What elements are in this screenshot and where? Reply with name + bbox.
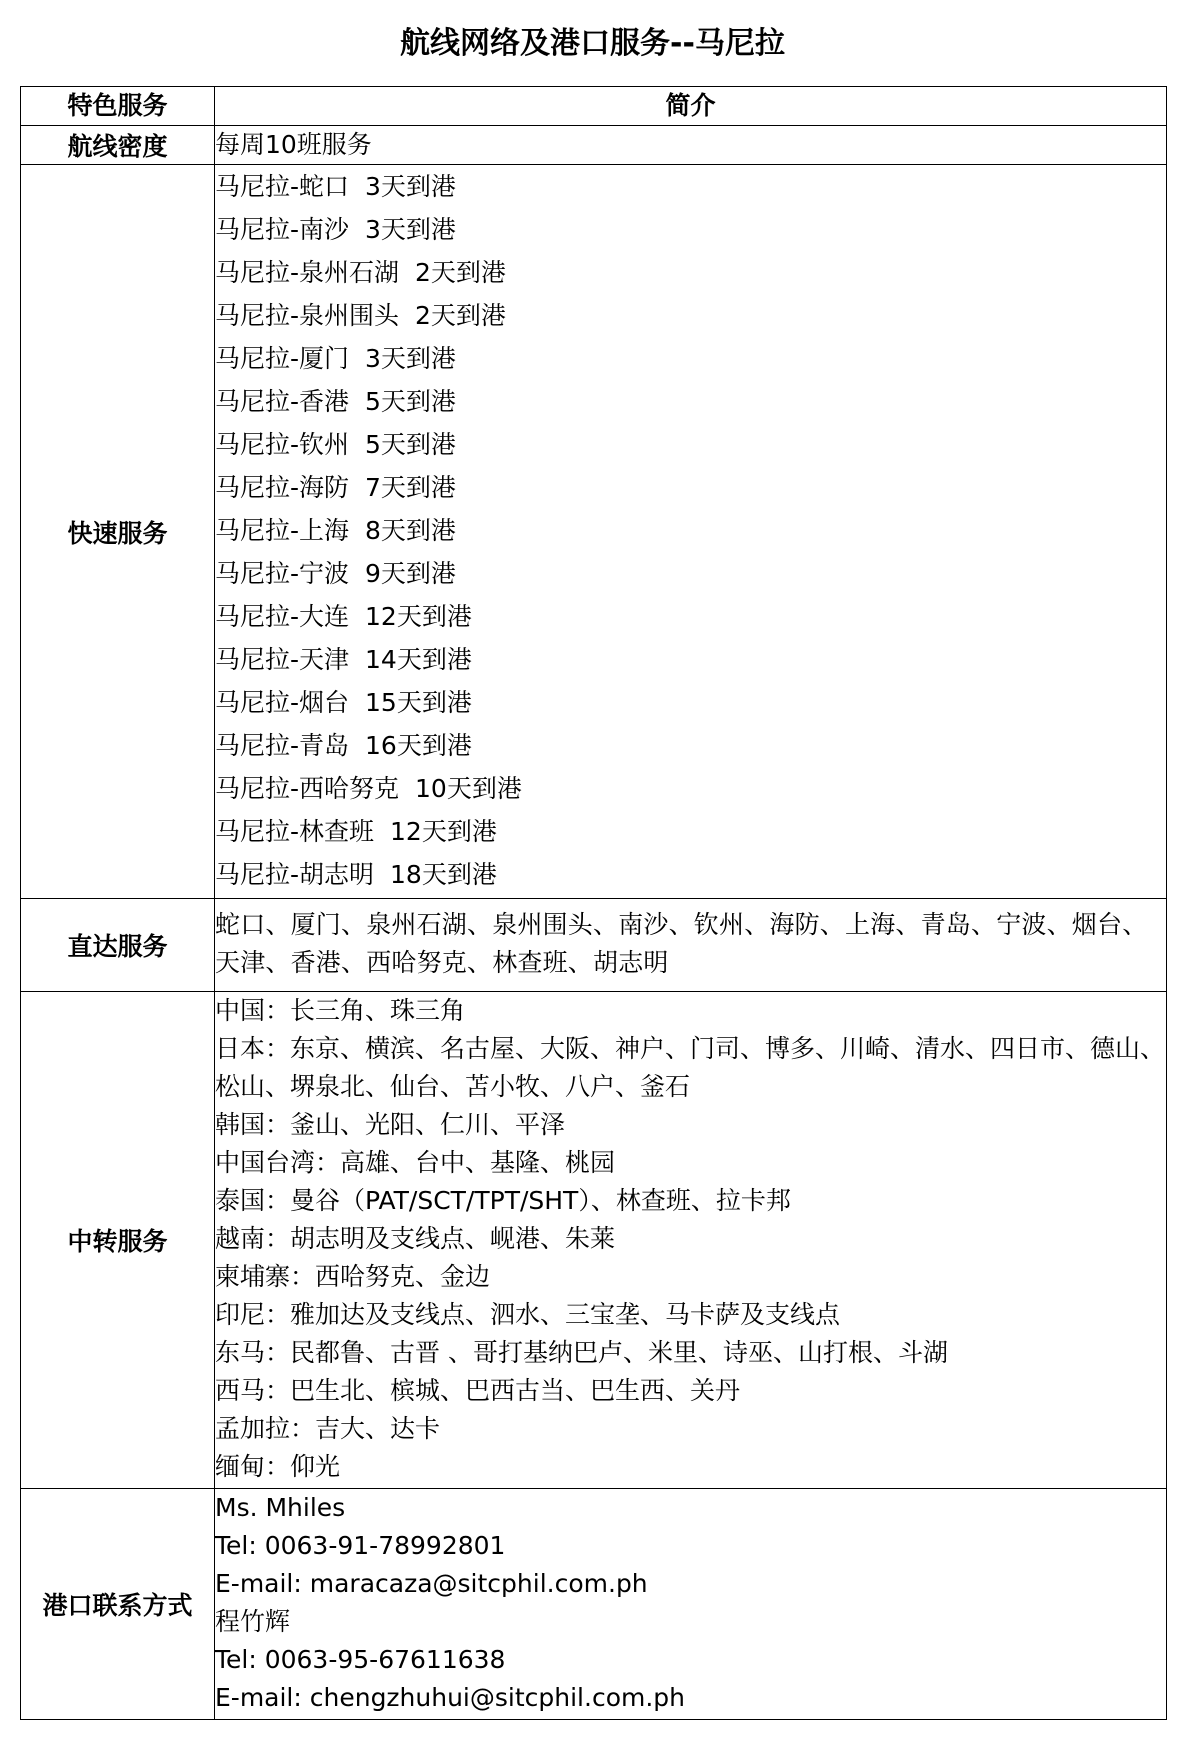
express-route-line: [215, 595, 1166, 638]
express-route-name: 马尼拉-大连: [215, 602, 350, 631]
express-route-line: [215, 638, 1166, 681]
contact-line: Tel: 0063-95-67611638: [215, 1645, 506, 1674]
contact-line: 程竹辉: [215, 1607, 291, 1636]
density-value: 每周10班服务: [215, 126, 1167, 165]
transfer-region-line: 孟加拉：吉大、达卡: [215, 1414, 441, 1443]
transfer-content: [215, 992, 1167, 1489]
express-route-name: 马尼拉-泉州围头: [215, 301, 400, 330]
transfer-region-line: 日本：东京、横滨、名古屋、大阪、神户、门司、博多、川崎、清水、四日市、德山、松山、堺泉北、仙台、苫小牧、八户、釜石: [215, 1034, 1166, 1101]
express-route-days: 16天到港: [365, 731, 472, 760]
express-route-days: 3天到港: [365, 344, 456, 373]
express-route-list: [215, 165, 1166, 898]
contact-label: 港口联系方式: [21, 1489, 215, 1720]
express-route-name: 马尼拉-宁波: [215, 559, 350, 588]
contact-line: Ms. Mhiles: [215, 1493, 346, 1522]
express-route-name: 马尼拉-上海: [215, 516, 350, 545]
express-route-line: [215, 810, 1166, 853]
transfer-region-line: 泰国：曼谷（PAT/SCT/TPT/SHT）、林查班、拉卡邦: [215, 1186, 791, 1215]
express-route-days: 5天到港: [365, 387, 456, 416]
express-route-name: 马尼拉-青岛: [215, 731, 350, 760]
express-route-name: 马尼拉-烟台: [215, 688, 350, 717]
transfer-region-line: 印尼：雅加达及支线点、泗水、三宝垄、马卡萨及支线点: [215, 1300, 841, 1329]
express-route-days: 12天到港: [365, 602, 472, 631]
express-route-days: 3天到港: [365, 215, 456, 244]
express-route-name: 马尼拉-泉州石湖: [215, 258, 400, 287]
express-route-days: 3天到港: [365, 172, 456, 201]
direct-row: [21, 899, 1167, 992]
transfer-region-list: [215, 992, 1166, 1488]
express-route-name: 马尼拉-胡志明: [215, 860, 375, 889]
express-route-days: 5天到港: [365, 430, 456, 459]
express-route-name: 马尼拉-南沙: [215, 215, 350, 244]
express-route-days: 9天到港: [365, 559, 456, 588]
express-route-days: 2天到港: [415, 258, 506, 287]
transfer-region-line: 越南：胡志明及支线点、岘港、朱莱: [215, 1224, 616, 1253]
express-route-name: 马尼拉-林查班: [215, 817, 375, 846]
express-route-line: [215, 423, 1166, 466]
transfer-region-line: 柬埔寨：西哈努克、金边: [215, 1262, 491, 1291]
express-content: [215, 165, 1167, 899]
express-route-days: 18天到港: [390, 860, 497, 889]
page-title: 航线网络及港口服务--马尼拉: [400, 26, 785, 61]
transfer-region-line: 东马：民都鲁、古晋 、哥打基纳巴卢、米里、诗巫、山打根、斗湖: [215, 1338, 948, 1367]
transfer-region-line: 中国：长三角、珠三角: [215, 996, 466, 1025]
express-route-name: 马尼拉-天津: [215, 645, 350, 674]
express-route-line: [215, 853, 1166, 896]
express-route-line: [215, 208, 1166, 251]
transfer-row: [21, 992, 1167, 1489]
direct-content: [215, 899, 1167, 992]
header-description: 简介: [215, 87, 1167, 126]
express-route-days: 12天到港: [390, 817, 497, 846]
express-route-line: [215, 294, 1166, 337]
direct-label: 直达服务: [21, 899, 215, 992]
express-route-line: [215, 251, 1166, 294]
express-route-days: 10天到港: [415, 774, 522, 803]
contact-list: [215, 1489, 1166, 1719]
transfer-region-line: 中国台湾：高雄、台中、基隆、桃园: [215, 1148, 616, 1177]
contact-row: [21, 1489, 1167, 1720]
density-row: [21, 126, 1167, 165]
express-route-name: 马尼拉-西哈努克: [215, 774, 400, 803]
express-route-line: [215, 380, 1166, 423]
express-route-days: 8天到港: [365, 516, 456, 545]
express-label: 快速服务: [21, 165, 215, 899]
express-route-line: [215, 552, 1166, 595]
express-row: [21, 165, 1167, 899]
express-route-days: 15天到港: [365, 688, 472, 717]
express-route-name: 马尼拉-蛇口: [215, 172, 350, 201]
header-feature-service: 特色服务: [21, 87, 215, 126]
transfer-region-line: 西马：巴生北、槟城、巴西古当、巴生西、关丹: [215, 1376, 741, 1405]
header-row: [21, 87, 1167, 126]
express-route-line: [215, 724, 1166, 767]
express-route-line: [215, 165, 1166, 208]
express-route-name: 马尼拉-香港: [215, 387, 350, 416]
transfer-region-line: 韩国：釜山、光阳、仁川、平泽: [215, 1110, 566, 1139]
express-route-days: 14天到港: [365, 645, 472, 674]
express-route-line: [215, 337, 1166, 380]
express-route-line: [215, 681, 1166, 724]
contact-line: Tel: 0063-91-78992801: [215, 1531, 506, 1560]
express-route-line: [215, 509, 1166, 552]
direct-ports-text: 蛇口、厦门、泉州石湖、泉州围头、南沙、钦州、海防、上海、青岛、宁波、烟台、天津、香港、西哈努克、林查班、胡志明: [215, 910, 1148, 977]
express-route-line: [215, 466, 1166, 509]
express-route-line: [215, 767, 1166, 810]
express-route-name: 马尼拉-厦门: [215, 344, 350, 373]
service-table: [20, 86, 1167, 1720]
express-route-days: 7天到港: [365, 473, 456, 502]
express-route-name: 马尼拉-钦州: [215, 430, 350, 459]
contact-line: E-mail: maracaza@sitcphil.com.ph: [215, 1569, 648, 1598]
transfer-region-line: 缅甸：仰光: [215, 1452, 341, 1481]
contact-line: E-mail: chengzhuhui@sitcphil.com.ph: [215, 1683, 686, 1712]
express-route-name: 马尼拉-海防: [215, 473, 350, 502]
contact-content: [215, 1489, 1167, 1720]
express-route-days: 2天到港: [415, 301, 506, 330]
density-label: 航线密度: [21, 126, 215, 165]
transfer-label: 中转服务: [21, 992, 215, 1489]
